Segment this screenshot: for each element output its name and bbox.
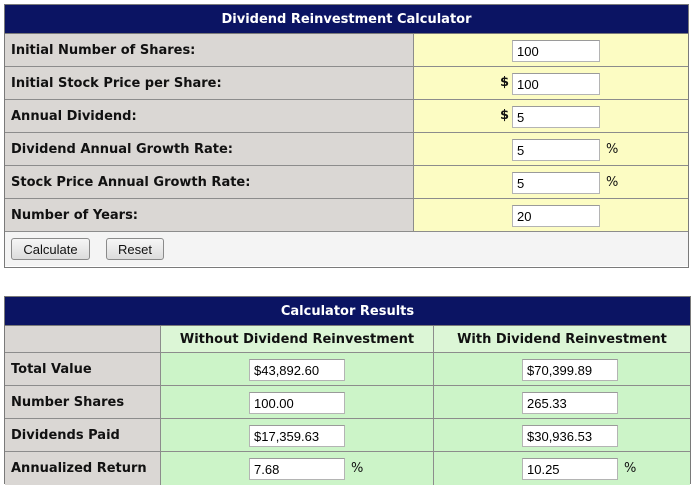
annual-dividend-label: Annual Dividend: xyxy=(5,100,414,132)
price-growth-input[interactable] xyxy=(512,172,600,194)
calculator-panel xyxy=(4,4,689,268)
initial-shares-input[interactable] xyxy=(512,40,600,62)
without-reinvestment-header: Without Dividend Reinvestment xyxy=(161,326,434,352)
price-growth-label: Stock Price Annual Growth Rate: xyxy=(5,166,414,198)
dividends-paid-with-field[interactable] xyxy=(522,425,618,447)
number-shares-label: Number Shares xyxy=(5,386,161,418)
total-value-without-field[interactable] xyxy=(249,359,345,381)
total-value-label: Total Value xyxy=(5,353,161,385)
results-panel xyxy=(4,296,691,484)
dollar-sign: $ xyxy=(500,108,510,123)
reset-button[interactable]: Reset xyxy=(106,238,164,260)
total-value-with-cell xyxy=(434,353,690,385)
results-title: Calculator Results xyxy=(5,297,690,326)
initial-price-cell xyxy=(414,67,688,99)
years-label: Number of Years: xyxy=(5,199,414,231)
with-reinvestment-header: With Dividend Reinvestment xyxy=(434,326,690,352)
price-growth-cell xyxy=(414,166,688,198)
dividends-paid-label: Dividends Paid xyxy=(5,419,161,451)
annualized-return-without-field[interactable] xyxy=(249,458,345,480)
number-shares-without-field[interactable] xyxy=(249,392,345,414)
annual-dividend-input[interactable] xyxy=(512,106,600,128)
annualized-return-without-cell xyxy=(161,452,434,485)
initial-shares-cell xyxy=(414,34,688,66)
percent-sign: % xyxy=(351,461,364,476)
initial-price-row xyxy=(5,67,688,100)
total-value-row xyxy=(5,353,690,386)
percent-sign: % xyxy=(606,175,619,190)
dollar-sign: $ xyxy=(500,75,510,90)
annualized-return-label: Annualized Return xyxy=(5,452,161,485)
initial-shares-row xyxy=(5,34,688,67)
number-shares-with-cell xyxy=(434,386,690,418)
annualized-return-with-cell xyxy=(434,452,690,485)
number-shares-without-cell xyxy=(161,386,434,418)
dividends-paid-without-cell xyxy=(161,419,434,451)
dividend-growth-cell xyxy=(414,133,688,165)
annual-dividend-cell xyxy=(414,100,688,132)
initial-price-input[interactable] xyxy=(512,73,600,95)
number-shares-row xyxy=(5,386,690,419)
initial-price-label: Initial Stock Price per Share: xyxy=(5,67,414,99)
annual-dividend-row xyxy=(5,100,688,133)
number-shares-with-field[interactable] xyxy=(522,392,618,414)
annualized-return-with-field[interactable] xyxy=(522,458,618,480)
annualized-return-row xyxy=(5,452,690,485)
dividend-growth-label: Dividend Annual Growth Rate: xyxy=(5,133,414,165)
initial-shares-label: Initial Number of Shares: xyxy=(5,34,414,66)
price-growth-row xyxy=(5,166,688,199)
dividend-growth-row xyxy=(5,133,688,166)
empty-header-cell xyxy=(5,326,161,352)
dividends-paid-row xyxy=(5,419,690,452)
dividends-paid-with-cell xyxy=(434,419,690,451)
results-header-row xyxy=(5,326,690,353)
button-bar xyxy=(5,232,688,266)
calculate-button[interactable]: Calculate xyxy=(11,238,90,260)
total-value-with-field[interactable] xyxy=(522,359,618,381)
dividends-paid-without-field[interactable] xyxy=(249,425,345,447)
calculator-title: Dividend Reinvestment Calculator xyxy=(5,5,688,34)
percent-sign: % xyxy=(624,461,637,476)
dividend-growth-input[interactable] xyxy=(512,139,600,161)
years-cell xyxy=(414,199,688,231)
years-input[interactable] xyxy=(512,205,600,227)
total-value-without-cell xyxy=(161,353,434,385)
years-row xyxy=(5,199,688,232)
percent-sign: % xyxy=(606,142,619,157)
